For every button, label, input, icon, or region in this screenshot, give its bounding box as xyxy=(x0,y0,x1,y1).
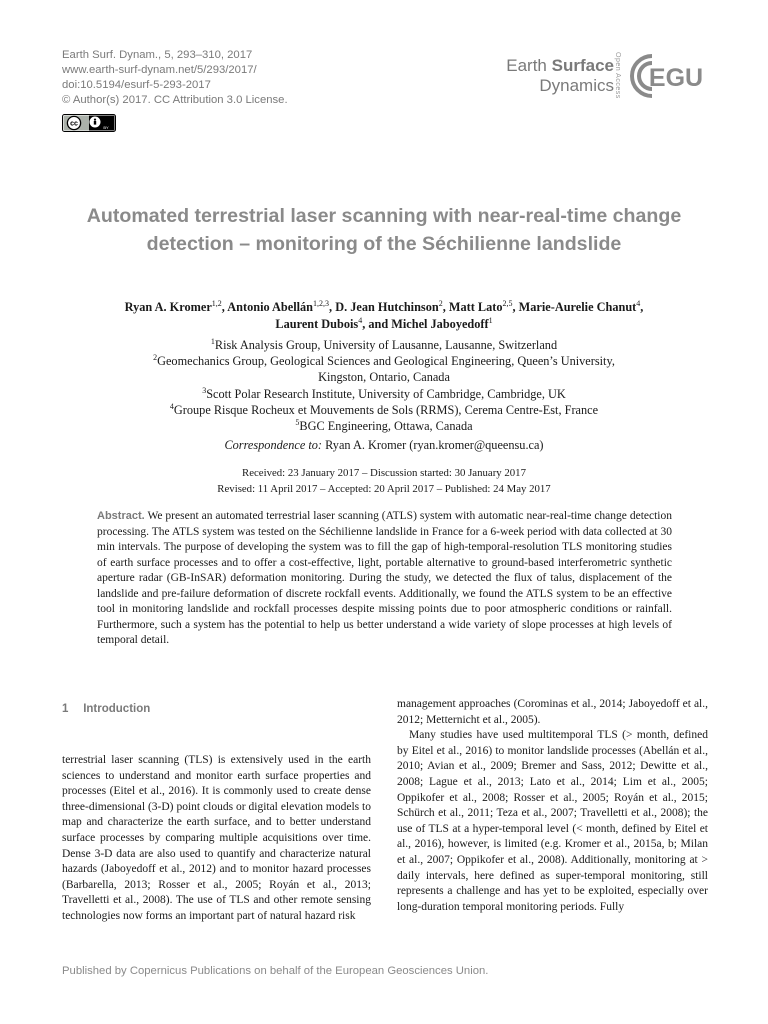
author-separator: , xyxy=(329,300,336,314)
affiliation-number: 4 xyxy=(169,401,174,411)
author-separator: , xyxy=(442,300,449,314)
received-dates: Received: 23 January 2017 – Discussion started: 30 January 2017 xyxy=(242,467,526,479)
affiliation-number: 2 xyxy=(153,353,158,363)
body-paragraph: management approaches (Corominas et al., 2014; Jaboyedoff et al., 2012; Metternicht et al., 2005). xyxy=(397,698,708,726)
affiliation-line xyxy=(60,353,708,369)
affiliation-line xyxy=(60,337,708,353)
author-affiliation-marker: 2,5 xyxy=(502,298,513,308)
author-name: Marie-Aurelie Chanut xyxy=(518,300,637,314)
correspondence-text[interactable]: Ryan A. Kromer (ryan.kromer@queensu.ca) xyxy=(325,438,544,452)
author-affiliation-marker: 1 xyxy=(488,315,493,325)
affiliation-line xyxy=(60,386,708,402)
journal-logo-text xyxy=(502,56,614,96)
egu-logo-text: EGU xyxy=(648,64,704,92)
journal-meta xyxy=(62,48,288,108)
affiliation-line xyxy=(60,402,708,418)
author-separator: , and xyxy=(362,317,392,331)
paper-title: Automated terrestrial laser scanning with near-real-time change detection – monitoring of the Séchilienne landslide xyxy=(86,205,682,255)
author-name: Ryan A. Kromer xyxy=(124,300,212,314)
author-separator: , xyxy=(221,300,228,314)
correspondence xyxy=(60,437,708,453)
doi[interactable]: doi:10.5194/esurf-5-293-2017 xyxy=(62,79,211,91)
egu-logo-icon xyxy=(626,50,710,102)
logo-word-dynamics: Dynamics xyxy=(539,76,614,95)
author-affiliation-marker: 2 xyxy=(438,298,443,308)
body-left-column: terrestrial laser scanning (TLS) is extensively used in the earth sciences to understand and monitor earth surface properties and processes (Eitel et al., 2016). It is commonly used to create dense three-dimensional (3-D) point clouds or digital elevation models to map and characterize the earth surface, and to better understand surface processes by comparing multiple acquisitions over time. Dense 3-D data are also used to quantify and characterize natural hazards (Jaboyedoff et al., 2012) and to monitor hazard processes (Barbarella, 2013; Rosser et al., 2005; Royán et al., 2013; Travelletti et al., 2008). The use of TLS and other remote sensing technologies now forms an important part of natural hazard risk xyxy=(62,754,371,922)
author-separator: , xyxy=(512,300,519,314)
affiliation-number: 5 xyxy=(295,417,300,427)
affiliation-line xyxy=(60,369,708,385)
journal-url[interactable]: www.earth-surf-dynam.net/5/293/2017/ xyxy=(62,64,257,76)
affiliation-text: Scott Polar Research Institute, University of Cambridge, Cambridge, UK xyxy=(206,386,566,401)
abstract-label: Abstract. xyxy=(97,510,145,522)
open-access-label: Open Access xyxy=(614,52,621,99)
revised-dates: Revised: 11 April 2017 – Accepted: 20 April 2017 – Published: 24 May 2017 xyxy=(217,482,551,495)
affiliation-text: Kingston, Ontario, Canada xyxy=(318,370,450,385)
author-separator: , xyxy=(640,300,644,314)
author-name: D. Jean Hutchinson xyxy=(335,300,439,314)
body-paragraph: Many studies have used multitemporal TLS (> month, defined by Eitel et al., 2016) to monitor landslide processes (Abellán et al., 2010; Avian et al., 2009; Bremer and Sass, 2012; Dewitte et al., 2008; Lague et al., 2013; Lato et al., 2014; Lim et al., 2005; Oppikofer et al., 2008; Rosser et al., 2005; Royán et al., 2015; Schürch et al., 2011; Teza et al., 2007; Travelletti et al., 2008); the use of TLS at a hyper-temporal level (< month, defined by Eitel et al., 2016), however, is limited (e.g. Kromer et al., 2015a, b; Milan et al., 2007; Oppikofer et al., 2008). Additionally, monitoring at > daily intervals, here defined as super-temporal monitoring, still represents a challenge and has yet to be exploited, especially over long-duration temporal monitoring periods. Fully xyxy=(397,729,708,913)
affiliation-text: Groupe Risque Rocheux et Mouvements de Sols (RRMS), Cerema Centre-Est, France xyxy=(173,402,599,417)
affiliation-text: BGC Engineering, Ottawa, Canada xyxy=(299,419,473,434)
affiliation-list xyxy=(60,337,708,434)
logo-word-earth: Earth xyxy=(506,56,547,75)
svg-text:cc: cc xyxy=(70,120,78,128)
license-text: © Author(s) 2017. CC Attribution 3.0 License. xyxy=(62,94,288,106)
affiliation-line xyxy=(60,418,708,434)
affiliation-number: 3 xyxy=(202,385,207,395)
author-name: Antonio Abellán xyxy=(227,300,314,314)
section-heading xyxy=(62,703,150,715)
cc-by-badge-icon[interactable] xyxy=(62,114,116,132)
logo-word-surface: Surface xyxy=(551,56,614,75)
section-title: Introduction xyxy=(83,703,151,715)
author-affiliation-marker: 4 xyxy=(358,315,363,325)
author-name: Michel Jaboyedoff xyxy=(391,317,489,331)
affiliation-text: Risk Analysis Group, University of Lausanne, Lausanne, Switzerland xyxy=(214,338,558,352)
publisher-footer: Published by Copernicus Publications on behalf of the European Geosciences Union. xyxy=(62,965,489,977)
author-affiliation-marker: 1,2,3 xyxy=(313,298,330,308)
section-number: 1 xyxy=(62,703,69,715)
abstract xyxy=(97,509,672,649)
author-list xyxy=(60,299,708,333)
author-name: Matt Lato xyxy=(448,300,503,314)
svg-text:BY: BY xyxy=(103,125,109,130)
author-affiliation-marker: 1,2 xyxy=(211,298,222,308)
publication-dates xyxy=(60,466,708,497)
author-affiliation-marker: 4 xyxy=(636,298,641,308)
citation: Earth Surf. Dynam., 5, 293–310, 2017 xyxy=(62,49,253,61)
author-name: Laurent Dubois xyxy=(275,317,359,331)
body-right-column xyxy=(397,697,708,915)
abstract-text: We present an automated terrestrial laser scanning (ATLS) system with automatic near-real-time change detection processing. The ATLS system was tested on the Séchilienne landslide in France for a 6-week period with data collected at 30 min intervals. The purpose of developing the system was to fill the gap of high-temporal-resolution TLS monitoring studies of earth surface processes and to offer a cost-effective, light, portable alternative to ground-based interferometric synthetic aperture radar (GB-InSAR) deformation monitoring. During the study, we detected the flux of talus, displacement of the landslide and pre-failure deformation of discrete rockfall events. Additionally, we found the ATLS system to be an effective tool in monitoring landslide and rockfall processes despite missing points due to poor atmospheric conditions or rainfall. Furthermore, such a system has the potential to help us better understand a wide variety of slope processes at high levels of temporal detail. xyxy=(97,510,672,646)
affiliation-number: 1 xyxy=(210,336,215,346)
affiliation-text: Geomechanics Group, Geological Sciences and Geological Engineering, Queen’s University, xyxy=(157,354,615,369)
correspondence-label: Correspondence to: xyxy=(224,438,323,452)
